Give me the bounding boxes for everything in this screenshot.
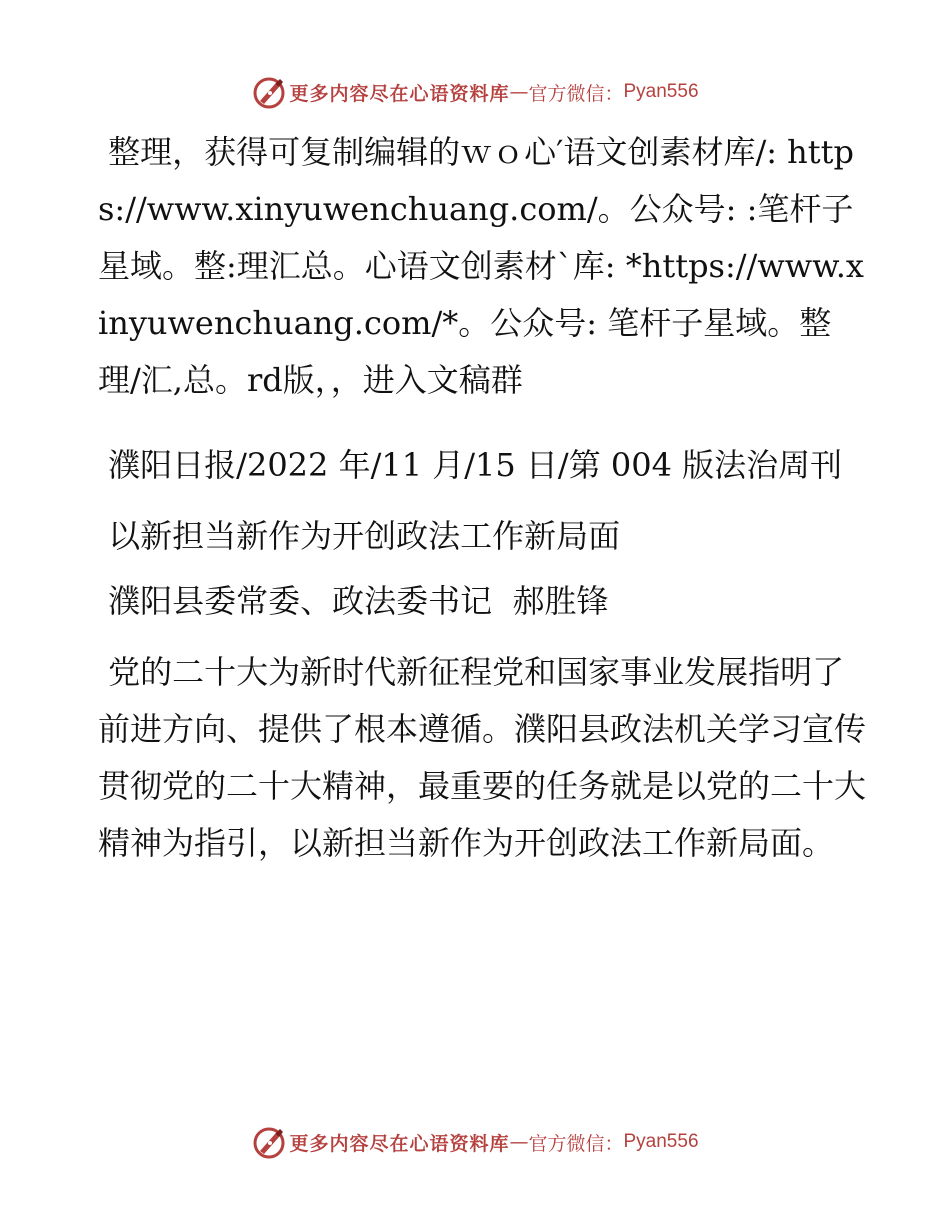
banner-separator: —: [509, 1131, 529, 1153]
article-title: 以新担当新作为开创政法工作新局面: [98, 517, 621, 555]
banner-wechat-label: 官方微信：: [528, 1132, 624, 1155]
intro-paragraph: 整理，获得可复制编辑的ｗｏ心′语文创素材库/: https://www.xinyuwenchuang.com/。公众号: :笔杆子星域。整:理汇总。心语文创素材`库: *https://www.xinyuwenchuang.com/*。公众号: 笔杆子星域。整理/汇,总。rd版，，进入文稿群: [98, 133, 864, 399]
footer-banner: [0, 1122, 950, 1162]
banner-separator: —: [509, 81, 529, 103]
pen-logo-icon: [251, 74, 287, 110]
document-body: [98, 124, 868, 872]
banner-wechat-id: Pyan556: [623, 81, 699, 102]
body-paragraph: 党的二十大为新时代新征程党和国家事业发展指明了前进方向、提供了根本遵循。濮阳县政法机关学习宣传贯彻党的二十大精神，最重要的任务就是以党的二十大精神为指引，以新担当新作为开创政法工作新局面。: [98, 653, 867, 862]
header-banner: [0, 72, 950, 112]
author-line: 濮阳县委常委、政法委书记 郝胜锋: [98, 582, 609, 620]
pen-logo-icon: [251, 1124, 287, 1160]
banner-brand-text: 更多内容尽在心语资料库: [289, 82, 510, 105]
banner-wechat-id: Pyan556: [623, 1131, 699, 1152]
banner-wechat-label: 官方微信：: [528, 82, 624, 105]
banner-brand-text: 更多内容尽在心语资料库: [289, 1132, 510, 1155]
source-line: 濮阳日报/2022 年/11 月/15 日/第 004 版法治周刊: [98, 446, 843, 484]
